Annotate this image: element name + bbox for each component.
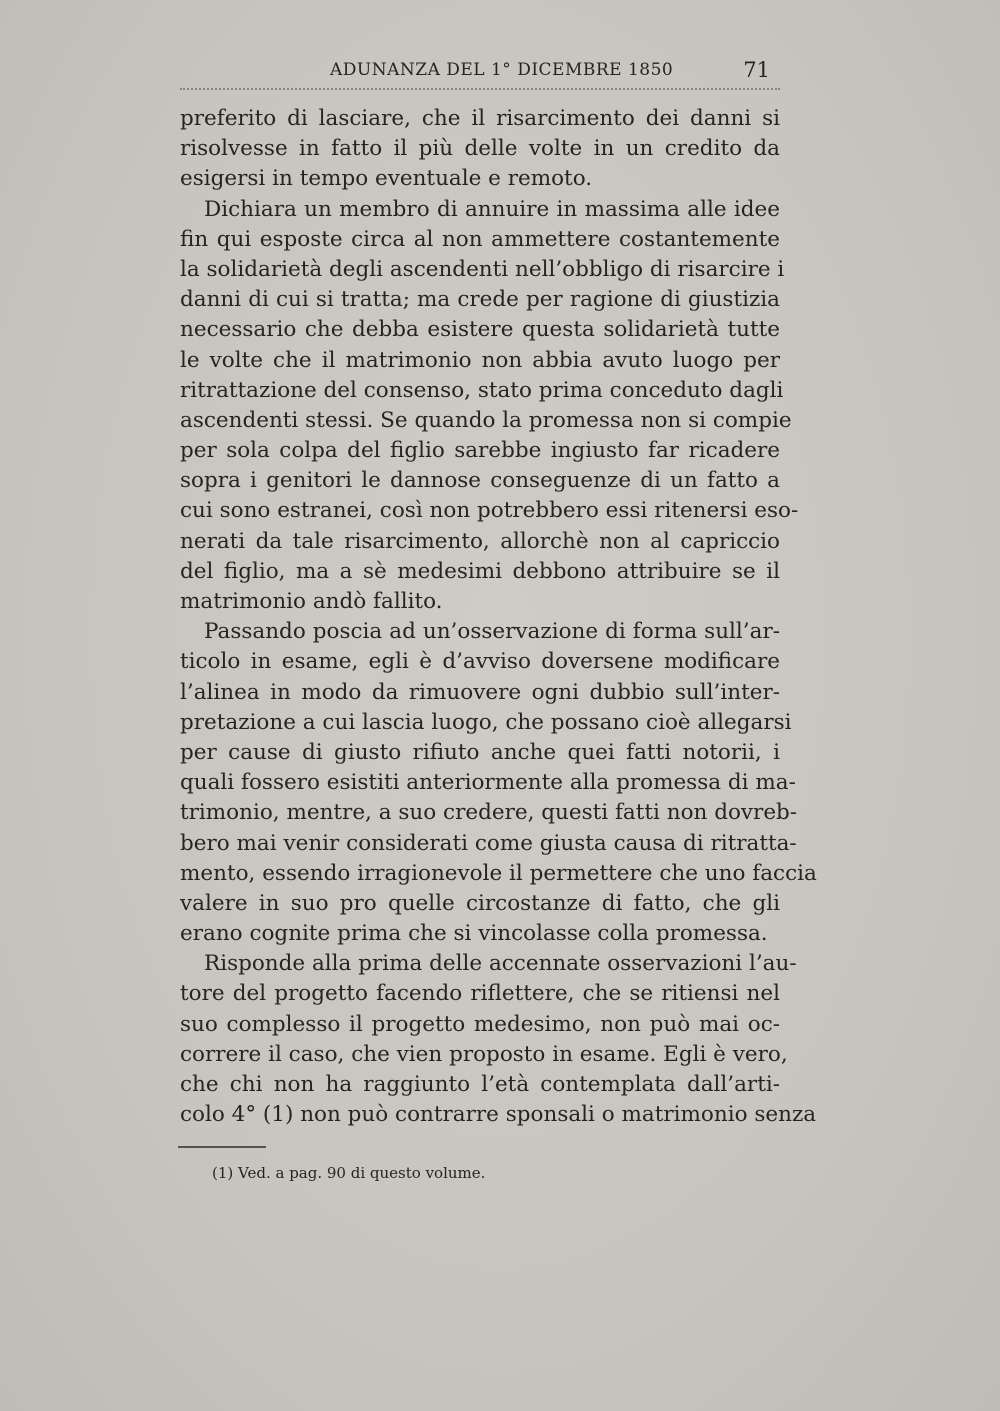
text-line: sopra i genitori le dannose conseguenze di un fatto a — [180, 468, 780, 494]
text-line: Dichiara un membro di annuire in massima alle idee — [204, 196, 780, 222]
text-line: bero mai venir considerati come giusta causa di ritratta- — [180, 830, 797, 856]
text-line: danni di cui si tratta; ma crede per ragione di giustizia — [180, 287, 780, 313]
text-line: esigersi in tempo eventuale e remoto. — [180, 166, 593, 192]
footnote-rule — [178, 1146, 266, 1148]
text-line: matrimonio andò fallito. — [180, 589, 443, 614]
text-line: cui sono estranei, così non potrebbero essi ritenersi eso- — [180, 498, 799, 524]
text-line: preferito di lasciare, che il risarcimento dei danni si — [180, 106, 780, 131]
text-line: per cause di giusto rifiuto anche quei fatti notorii, i — [180, 739, 780, 765]
page-number: 71 — [743, 58, 770, 82]
text-line: ascendenti stessi. Se quando la promessa non si compie — [180, 407, 792, 433]
text-line: colo 4° (1) non può contrarre sponsali o matrimonio senza — [180, 1102, 817, 1128]
text-line: quali fossero esistiti anteriormente alla promessa di ma- — [180, 770, 796, 796]
text-line: fin qui esposte circa al non ammettere costantemente — [180, 226, 780, 252]
footnote: (1) Ved. a pag. 90 di questo volume. — [212, 1164, 486, 1182]
text-line: valere in suo pro quelle circostanze di fatto, che gli — [180, 890, 780, 916]
text-line: la solidarietà degli ascendenti nell’obbligo di risarcire i — [180, 256, 785, 282]
text-line: risolvesse in fatto il più delle volte in un credito da — [180, 136, 780, 162]
text-line: ticolo in esame, egli è d’avviso doversene modificare — [180, 649, 780, 675]
text-line: trimonio, mentre, a suo credere, questi fatti non dovreb- — [180, 800, 798, 826]
text-line: erano cognite prima che si vincolasse colla promessa. — [180, 921, 768, 947]
text-line: ritrattazione del consenso, stato prima conceduto dagli — [180, 377, 784, 403]
text-line: suo complesso il progetto medesimo, non può mai oc- — [180, 1011, 780, 1037]
text-line: nerati da tale risarcimento, allorchè non al capriccio — [180, 528, 780, 554]
text-line: l’alinea in modo da rimuovere ogni dubbio sull’inter- — [180, 679, 780, 705]
text-line: che chi non ha raggiunto l’età contemplata dall’arti- — [180, 1072, 780, 1097]
text-line: pretazione a cui lascia luogo, che possano cioè allegarsi — [180, 709, 792, 735]
text-line: del figlio, ma a sè medesimi debbono attribuire se il — [180, 558, 780, 584]
text-line: Risponde alla prima delle accennate osservazioni l’au- — [204, 951, 797, 977]
text-line: necessario che debba esistere questa solidarietà tutte — [180, 317, 780, 343]
text-line: Passando poscia ad un’osservazione di forma sull’ar- — [204, 619, 780, 645]
running-title: ADUNANZA DEL 1° DICEMBRE 1850 — [330, 60, 674, 80]
body-text — [180, 104, 817, 1130]
running-head — [180, 56, 780, 90]
text-line: correre il caso, che vien proposto in esame. Egli è vero, — [180, 1041, 788, 1067]
text-line: per sola colpa del figlio sarebbe ingiusto far ricadere — [180, 438, 780, 464]
text-line: tore del progetto facendo riflettere, che se ritiensi nel — [180, 981, 780, 1007]
header-dotted-rule — [180, 88, 780, 90]
text-line: mento, essendo irragionevole il permettere che uno faccia — [180, 860, 817, 886]
text-line: le volte che il matrimonio non abbia avuto luogo per — [180, 347, 780, 373]
